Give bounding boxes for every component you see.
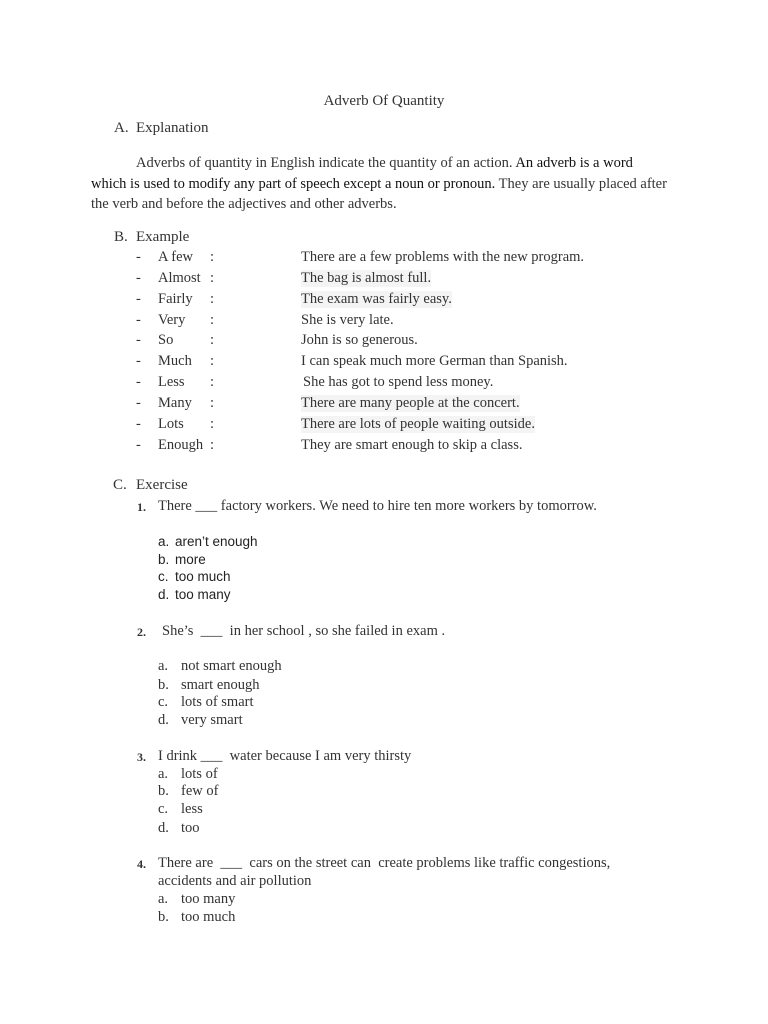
- example-row: [0, 395, 768, 416]
- example-word: Enough: [158, 437, 204, 453]
- example-word: Many: [158, 395, 192, 411]
- example-row: [0, 437, 768, 458]
- example-colon: :: [210, 332, 215, 348]
- option-letter: d.: [158, 587, 170, 602]
- bullet-dash: -: [136, 312, 141, 328]
- example-row: [0, 332, 768, 353]
- option-letter: b.: [158, 677, 169, 693]
- section-b-heading: Example: [136, 229, 190, 245]
- example-word: Almost: [158, 270, 201, 286]
- example-row: [0, 416, 768, 437]
- option-text: very smart: [181, 712, 243, 728]
- example-sentence: They are smart enough to skip a class.: [301, 437, 523, 453]
- bullet-dash: -: [136, 353, 141, 369]
- option-text: more: [175, 552, 206, 567]
- example-colon: :: [210, 270, 215, 286]
- bullet-dash: -: [136, 416, 141, 432]
- option-letter: b.: [158, 909, 169, 925]
- option-letter: a.: [158, 766, 169, 782]
- explanation-part-3: They are usually placed after the verb and before the adjectives and other adverbs.: [91, 175, 667, 213]
- option-letter: d.: [158, 712, 169, 728]
- option-text: smart enough: [181, 677, 260, 693]
- section-b-label: B.: [114, 229, 128, 245]
- bullet-dash: -: [136, 437, 141, 453]
- section-a-heading: Explanation: [136, 120, 209, 136]
- bullet-dash: -: [136, 374, 141, 390]
- question-text: She’s ___ in her school , so she failed in exam .: [162, 623, 446, 639]
- option-text: too many: [175, 587, 231, 602]
- question-number: 1.: [137, 500, 146, 514]
- option-text: too much: [175, 569, 231, 584]
- bullet-dash: -: [136, 395, 141, 411]
- question-text: There ___ factory workers. We need to hire ten more workers by tomorrow.: [158, 498, 597, 514]
- option-letter: c.: [158, 694, 169, 710]
- question-number: 3.: [137, 750, 146, 764]
- explanation-part-1: Adverbs of quantity in English indicate the quantity of an action.: [136, 155, 513, 171]
- section-c-heading: Exercise: [136, 477, 188, 493]
- example-sentence: The exam was fairly easy.: [301, 291, 452, 307]
- question-text: I drink ___ water because I am very thirsty: [158, 748, 412, 764]
- explanation-part-2: An adverb is a word which is used to modify any part of speech except a noun or pronoun.: [91, 155, 633, 192]
- example-word: Much: [158, 353, 192, 369]
- option-text: few of: [181, 783, 219, 799]
- option-text: aren’t enough: [175, 534, 258, 549]
- option-text: less: [181, 801, 203, 817]
- option-letter: b.: [158, 552, 170, 567]
- example-sentence: She is very late.: [301, 312, 394, 328]
- example-colon: :: [210, 291, 215, 307]
- option-text: too many: [181, 891, 236, 907]
- example-word: Fairly: [158, 291, 193, 307]
- example-colon: :: [210, 416, 215, 432]
- example-row: [0, 291, 768, 312]
- example-word: So: [158, 332, 174, 348]
- example-sentence: There are lots of people waiting outside.: [301, 416, 535, 432]
- explanation-paragraph: [91, 153, 671, 215]
- example-word: Less: [158, 374, 185, 390]
- page-title: Adverb Of Quantity: [323, 93, 445, 109]
- question-number: 4.: [137, 857, 146, 871]
- example-colon: :: [210, 353, 215, 369]
- bullet-dash: -: [136, 270, 141, 286]
- example-word: A few: [158, 249, 194, 265]
- option-letter: c.: [158, 569, 169, 584]
- option-text: too: [181, 820, 200, 836]
- example-colon: :: [210, 395, 215, 411]
- example-row: [0, 249, 768, 270]
- option-letter: d.: [158, 820, 169, 836]
- option-letter: c.: [158, 801, 169, 817]
- section-a-label: A.: [114, 120, 129, 136]
- option-letter: b.: [158, 783, 169, 799]
- example-sentence: The bag is almost full.: [301, 270, 432, 286]
- example-word: Lots: [158, 416, 184, 432]
- section-c-label: C.: [113, 477, 127, 493]
- option-text: too much: [181, 909, 236, 925]
- question-text: There are ___ cars on the street can create problems like traffic congestions,: [158, 855, 611, 871]
- option-letter: a.: [158, 534, 170, 549]
- bullet-dash: -: [136, 249, 141, 265]
- example-word: Very: [158, 312, 186, 328]
- option-letter: a.: [158, 891, 169, 907]
- bullet-dash: -: [136, 291, 141, 307]
- example-row: [0, 353, 768, 374]
- example-sentence: John is so generous.: [301, 332, 418, 348]
- question-text-continued: accidents and air pollution: [158, 873, 312, 889]
- example-row: [0, 270, 768, 291]
- example-colon: :: [210, 249, 215, 265]
- option-text: not smart enough: [181, 658, 282, 674]
- bullet-dash: -: [136, 332, 141, 348]
- example-sentence: There are many people at the concert.: [301, 395, 520, 411]
- example-colon: :: [210, 312, 215, 328]
- example-sentence: There are a few problems with the new program.: [301, 249, 585, 265]
- question-number: 2.: [137, 625, 146, 639]
- option-letter: a.: [158, 658, 169, 674]
- example-row: [0, 312, 768, 333]
- example-colon: :: [210, 374, 215, 390]
- option-text: lots of: [181, 766, 218, 782]
- example-colon: :: [210, 437, 215, 453]
- example-sentence: I can speak much more German than Spanish.: [301, 353, 568, 369]
- option-text: lots of smart: [181, 694, 254, 710]
- example-sentence: She has got to spend less money.: [303, 374, 494, 390]
- example-row: [0, 374, 768, 395]
